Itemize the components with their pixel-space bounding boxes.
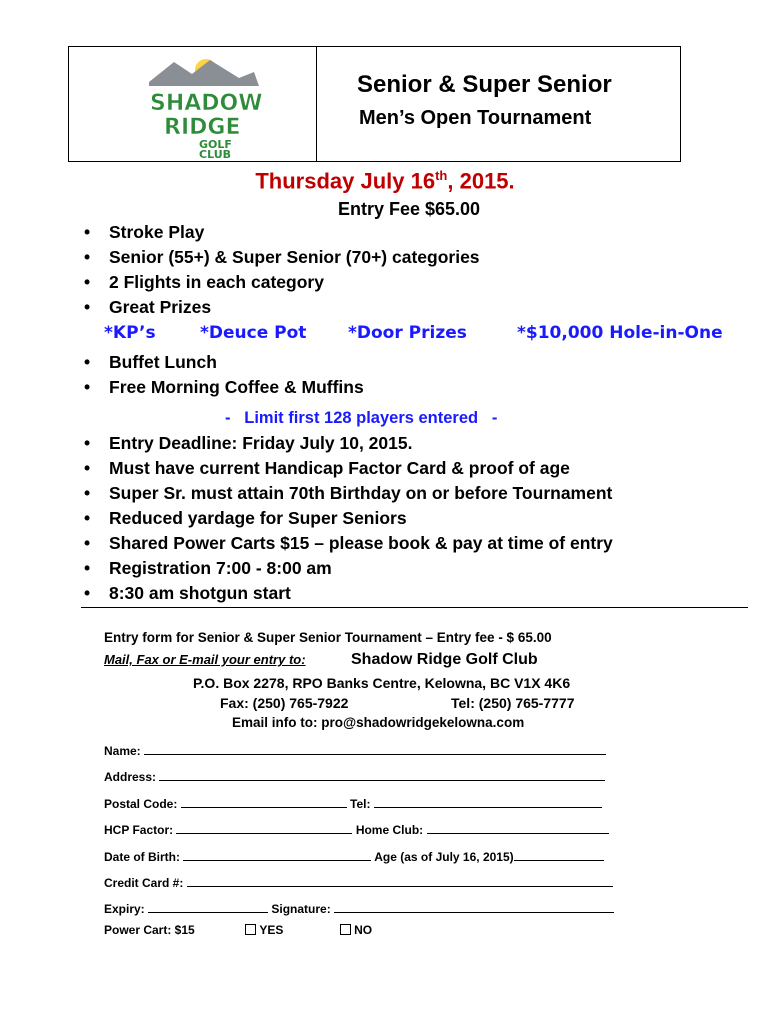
dob-field[interactable] bbox=[183, 848, 371, 861]
list-item: • Great Prizes bbox=[84, 297, 212, 317]
yes-checkbox[interactable] bbox=[245, 924, 256, 935]
prize-door-prizes: *Door Prizes bbox=[348, 323, 467, 343]
form-title: Entry form for Senior & Super Senior Tournament – Entry fee - $ 65.00 bbox=[104, 630, 552, 645]
svg-text:SHADOW: SHADOW bbox=[150, 91, 263, 116]
no-checkbox[interactable] bbox=[340, 924, 351, 935]
entry-fee: Entry Fee $65.00 bbox=[337, 199, 481, 219]
power-cart-row bbox=[104, 923, 372, 937]
dob-label: Date of Birth: bbox=[104, 850, 180, 864]
dob-age-row bbox=[104, 848, 604, 864]
list-item: • 2 Flights in each category bbox=[84, 272, 324, 292]
prize-hole-in-one: *$10,000 Hole-in-One bbox=[517, 323, 723, 343]
age-label: Age (as of July 16, 2015) bbox=[374, 850, 514, 864]
name-label: Name: bbox=[104, 744, 141, 758]
mail-label: Mail, Fax or E-mail your entry to: bbox=[104, 652, 306, 667]
list-item: • 8:30 am shotgun start bbox=[84, 583, 291, 603]
club-tel: Tel: (250) 765-7777 bbox=[451, 695, 575, 711]
signature-label: Signature: bbox=[271, 902, 331, 916]
list-item: • Buffet Lunch bbox=[84, 352, 217, 372]
club-email: Email info to: pro@shadowridgekelowna.com bbox=[232, 715, 525, 730]
home-club-label: Home Club: bbox=[355, 823, 424, 837]
club-name: Shadow Ridge Golf Club bbox=[351, 651, 538, 668]
address-field-row bbox=[104, 768, 605, 784]
prize-deuce-pot: *Deuce Pot bbox=[200, 323, 307, 343]
page-title: Senior & Super Senior bbox=[357, 71, 612, 98]
address-field[interactable] bbox=[159, 768, 605, 781]
prize-kps: *KP’s bbox=[104, 323, 156, 343]
page-subtitle: Men’s Open Tournament bbox=[359, 107, 592, 129]
list-item: • Entry Deadline: Friday July 10, 2015. bbox=[84, 433, 413, 453]
header-box bbox=[68, 46, 681, 162]
event-date: Thursday July 16th, 2015. bbox=[255, 168, 515, 194]
svg-text:RIDGE: RIDGE bbox=[164, 115, 241, 140]
list-item: • Registration 7:00 - 8:00 am bbox=[84, 558, 332, 578]
shadow-ridge-logo bbox=[144, 52, 264, 160]
list-item: • Stroke Play bbox=[84, 222, 205, 242]
credit-card-row bbox=[104, 874, 613, 890]
list-item: • Super Sr. must attain 70th Birthday on or before Tournament bbox=[84, 483, 613, 503]
address-label: Address: bbox=[104, 770, 157, 784]
credit-card-field[interactable] bbox=[187, 874, 613, 887]
yes-label: YES bbox=[259, 923, 284, 937]
expiry-signature-row bbox=[104, 900, 614, 916]
club-fax: Fax: (250) 765-7922 bbox=[220, 695, 349, 711]
signature-field[interactable] bbox=[334, 900, 614, 913]
hcp-factor-field[interactable] bbox=[176, 821, 352, 834]
no-label: NO bbox=[354, 923, 373, 937]
credit-card-label: Credit Card #: bbox=[104, 876, 184, 890]
svg-text:GOLF: GOLF bbox=[199, 138, 232, 151]
name-field-row bbox=[104, 742, 606, 758]
list-item: • Senior (55+) & Super Senior (70+) categories bbox=[84, 247, 480, 267]
age-field[interactable] bbox=[514, 848, 604, 861]
expiry-field[interactable] bbox=[148, 900, 268, 913]
list-item: • Shared Power Carts $15 – please book & pay at time of entry bbox=[84, 533, 613, 553]
list-item: • Must have current Handicap Factor Card & proof of age bbox=[84, 458, 570, 478]
expiry-label: Expiry: bbox=[104, 902, 145, 916]
divider bbox=[81, 607, 748, 608]
power-cart-label: Power Cart: $15 bbox=[104, 923, 195, 937]
club-address: P.O. Box 2278, RPO Banks Centre, Kelowna, BC V1X 4K6 bbox=[193, 675, 571, 691]
list-item: • Free Morning Coffee & Muffins bbox=[84, 377, 364, 397]
player-limit: - Limit first 128 players entered - bbox=[225, 409, 498, 427]
home-club-field[interactable] bbox=[427, 821, 609, 834]
header-divider bbox=[316, 47, 317, 161]
tel-label: Tel: bbox=[350, 797, 371, 811]
postal-tel-row bbox=[104, 795, 602, 811]
list-item: • Reduced yardage for Super Seniors bbox=[84, 508, 407, 528]
hcp-factor-label: HCP Factor: bbox=[104, 823, 174, 837]
postal-code-label: Postal Code: bbox=[104, 797, 178, 811]
tel-field[interactable] bbox=[374, 795, 602, 808]
svg-text:CLUB: CLUB bbox=[199, 148, 232, 160]
postal-code-field[interactable] bbox=[181, 795, 347, 808]
hcp-club-row bbox=[104, 821, 609, 837]
name-field[interactable] bbox=[144, 742, 606, 755]
